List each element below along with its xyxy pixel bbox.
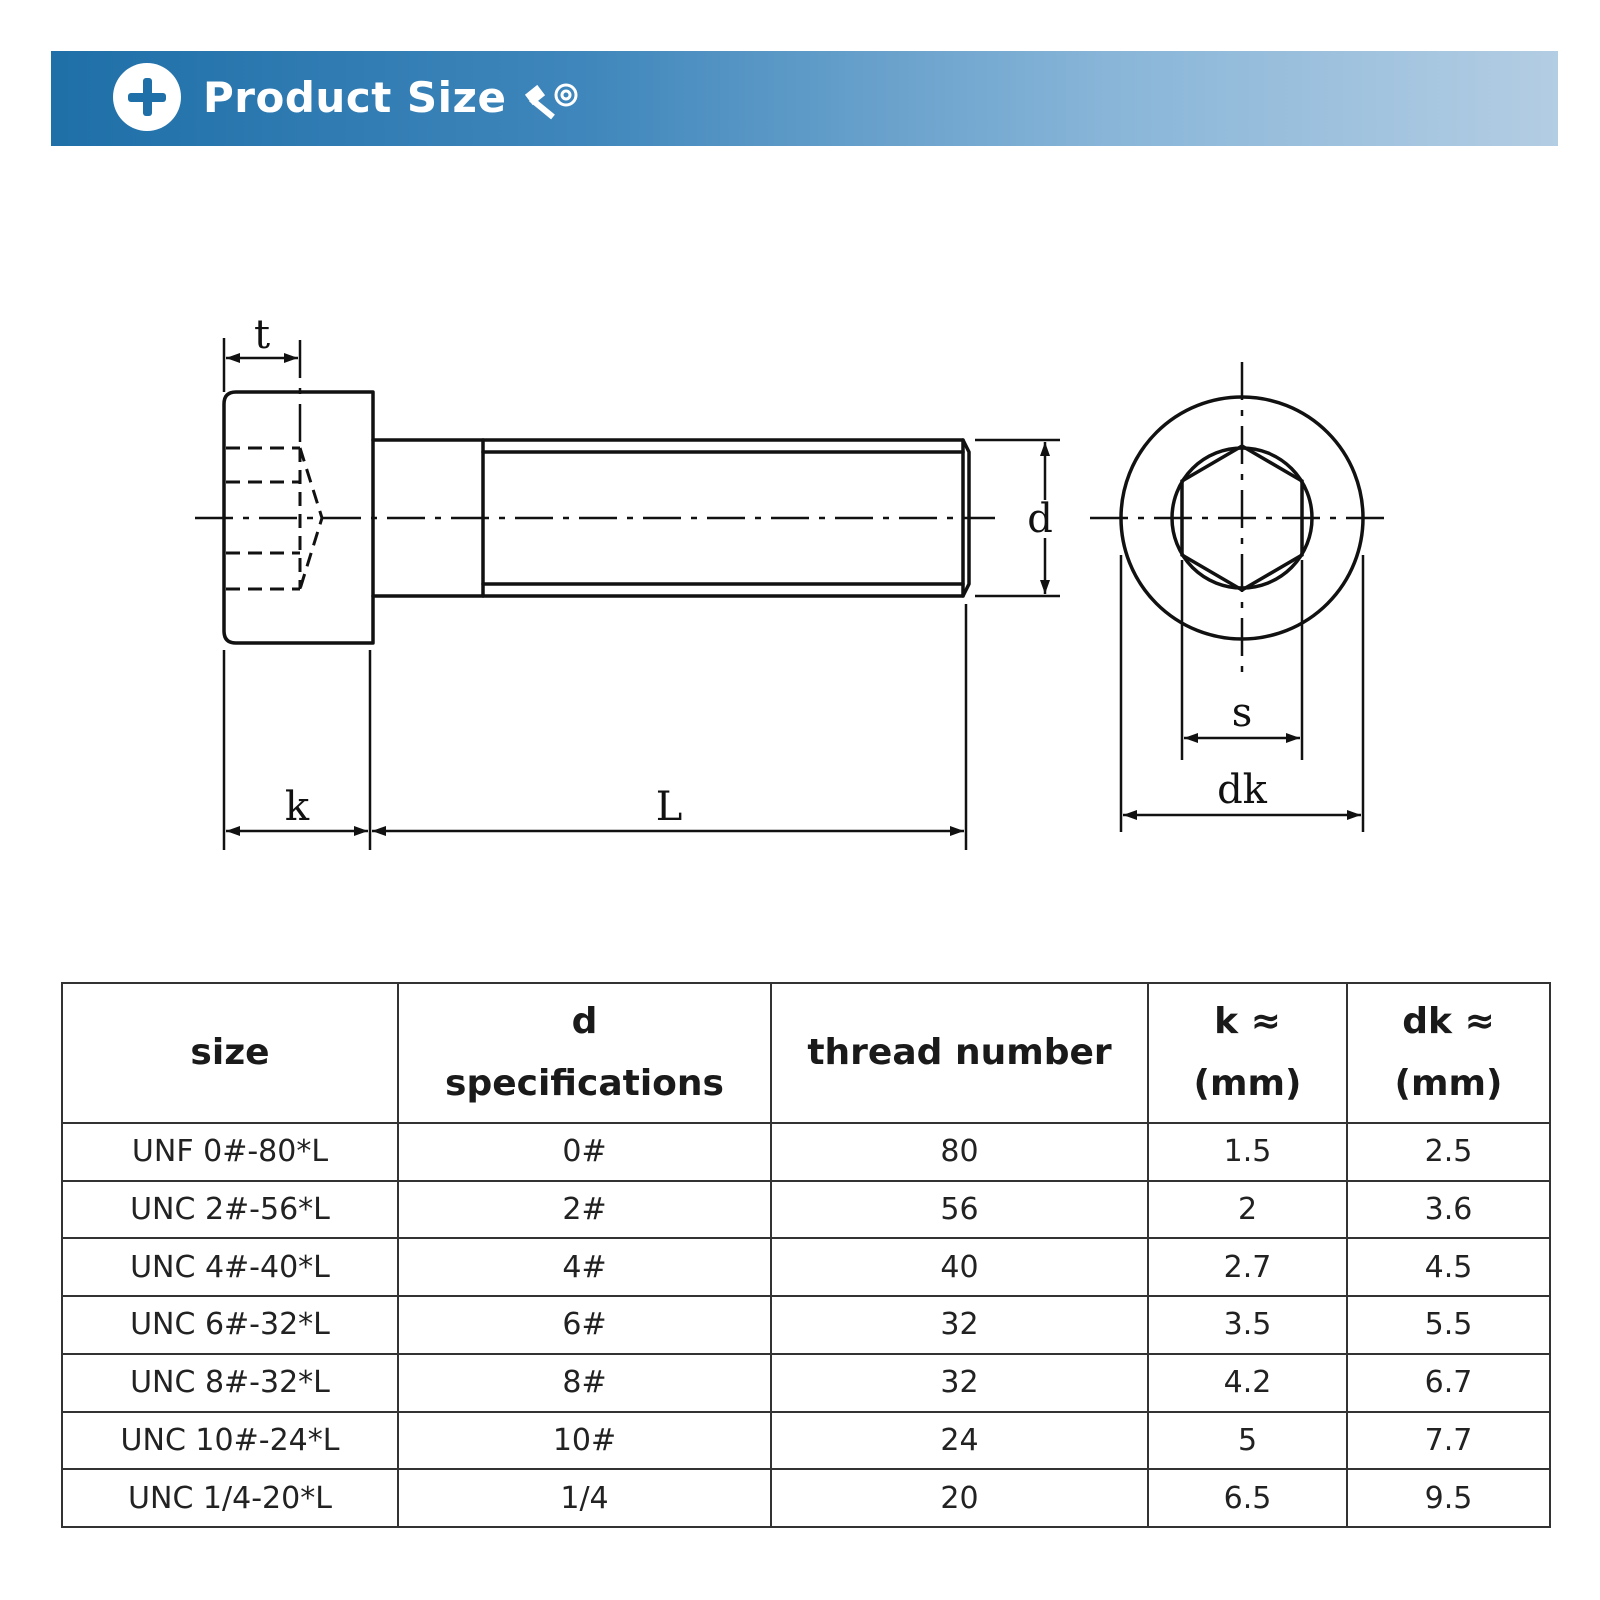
cell-d: 6#	[398, 1296, 771, 1354]
cell-size: UNC 2#-56*L	[62, 1181, 398, 1239]
cell-k: 1.5	[1148, 1123, 1347, 1181]
cell-dk: 4.5	[1347, 1238, 1550, 1296]
cell-size: UNC 1/4-20*L	[62, 1469, 398, 1527]
cell-thread: 56	[771, 1181, 1148, 1239]
table-row	[62, 1412, 1550, 1470]
cell-k: 3.5	[1148, 1296, 1347, 1354]
header-d-specifications: d specifications	[398, 983, 771, 1123]
label-k: k	[284, 784, 310, 830]
dimension-lines	[224, 338, 1363, 850]
bolt-icon	[523, 77, 583, 127]
cell-thread: 20	[771, 1469, 1148, 1527]
label-t: t	[253, 312, 271, 358]
cell-size: UNC 4#-40*L	[62, 1238, 398, 1296]
cell-dk: 5.5	[1347, 1296, 1550, 1354]
cell-k: 2.7	[1148, 1238, 1347, 1296]
product-size-banner	[51, 51, 1558, 146]
header-size: size	[62, 983, 398, 1123]
table-row	[62, 1469, 1550, 1527]
label-d: d	[1027, 496, 1053, 542]
cell-dk: 6.7	[1347, 1354, 1550, 1412]
cell-size: UNC 10#-24*L	[62, 1412, 398, 1470]
plus-circle-icon	[113, 63, 181, 131]
cell-dk: 2.5	[1347, 1123, 1550, 1181]
cell-thread: 32	[771, 1354, 1148, 1412]
cell-d: 10#	[398, 1412, 771, 1470]
table-row	[62, 1296, 1550, 1354]
cell-thread: 40	[771, 1238, 1148, 1296]
table-row	[62, 1181, 1550, 1239]
cell-d: 1/4	[398, 1469, 771, 1527]
label-L: L	[655, 784, 683, 830]
table-header-row	[62, 983, 1550, 1123]
cell-size: UNC 8#-32*L	[62, 1354, 398, 1412]
size-spec-table	[61, 982, 1551, 1528]
cell-size: UNF 0#-80*L	[62, 1123, 398, 1181]
label-s: s	[1231, 690, 1253, 736]
cell-k: 6.5	[1148, 1469, 1347, 1527]
banner-title: Product Size	[203, 73, 507, 122]
cell-thread: 24	[771, 1412, 1148, 1470]
table-row	[62, 1354, 1550, 1412]
cell-size: UNC 6#-32*L	[62, 1296, 398, 1354]
header-dk: dk ≈ (mm)	[1347, 983, 1550, 1123]
cell-thread: 80	[771, 1123, 1148, 1181]
cell-dk: 7.7	[1347, 1412, 1550, 1470]
cell-k: 5	[1148, 1412, 1347, 1470]
label-dk: dk	[1217, 767, 1267, 813]
cell-k: 2	[1148, 1181, 1347, 1239]
cell-dk: 3.6	[1347, 1181, 1550, 1239]
cell-k: 4.2	[1148, 1354, 1347, 1412]
cell-dk: 9.5	[1347, 1469, 1550, 1527]
cell-d: 0#	[398, 1123, 771, 1181]
cell-d: 8#	[398, 1354, 771, 1412]
header-k: k ≈ (mm)	[1148, 983, 1347, 1123]
cell-thread: 32	[771, 1296, 1148, 1354]
table-row	[62, 1238, 1550, 1296]
bolt-dimension-drawing	[0, 300, 1600, 880]
cell-d: 2#	[398, 1181, 771, 1239]
cell-d: 4#	[398, 1238, 771, 1296]
table-row	[62, 1123, 1550, 1181]
header-thread-number: thread number	[771, 983, 1148, 1123]
